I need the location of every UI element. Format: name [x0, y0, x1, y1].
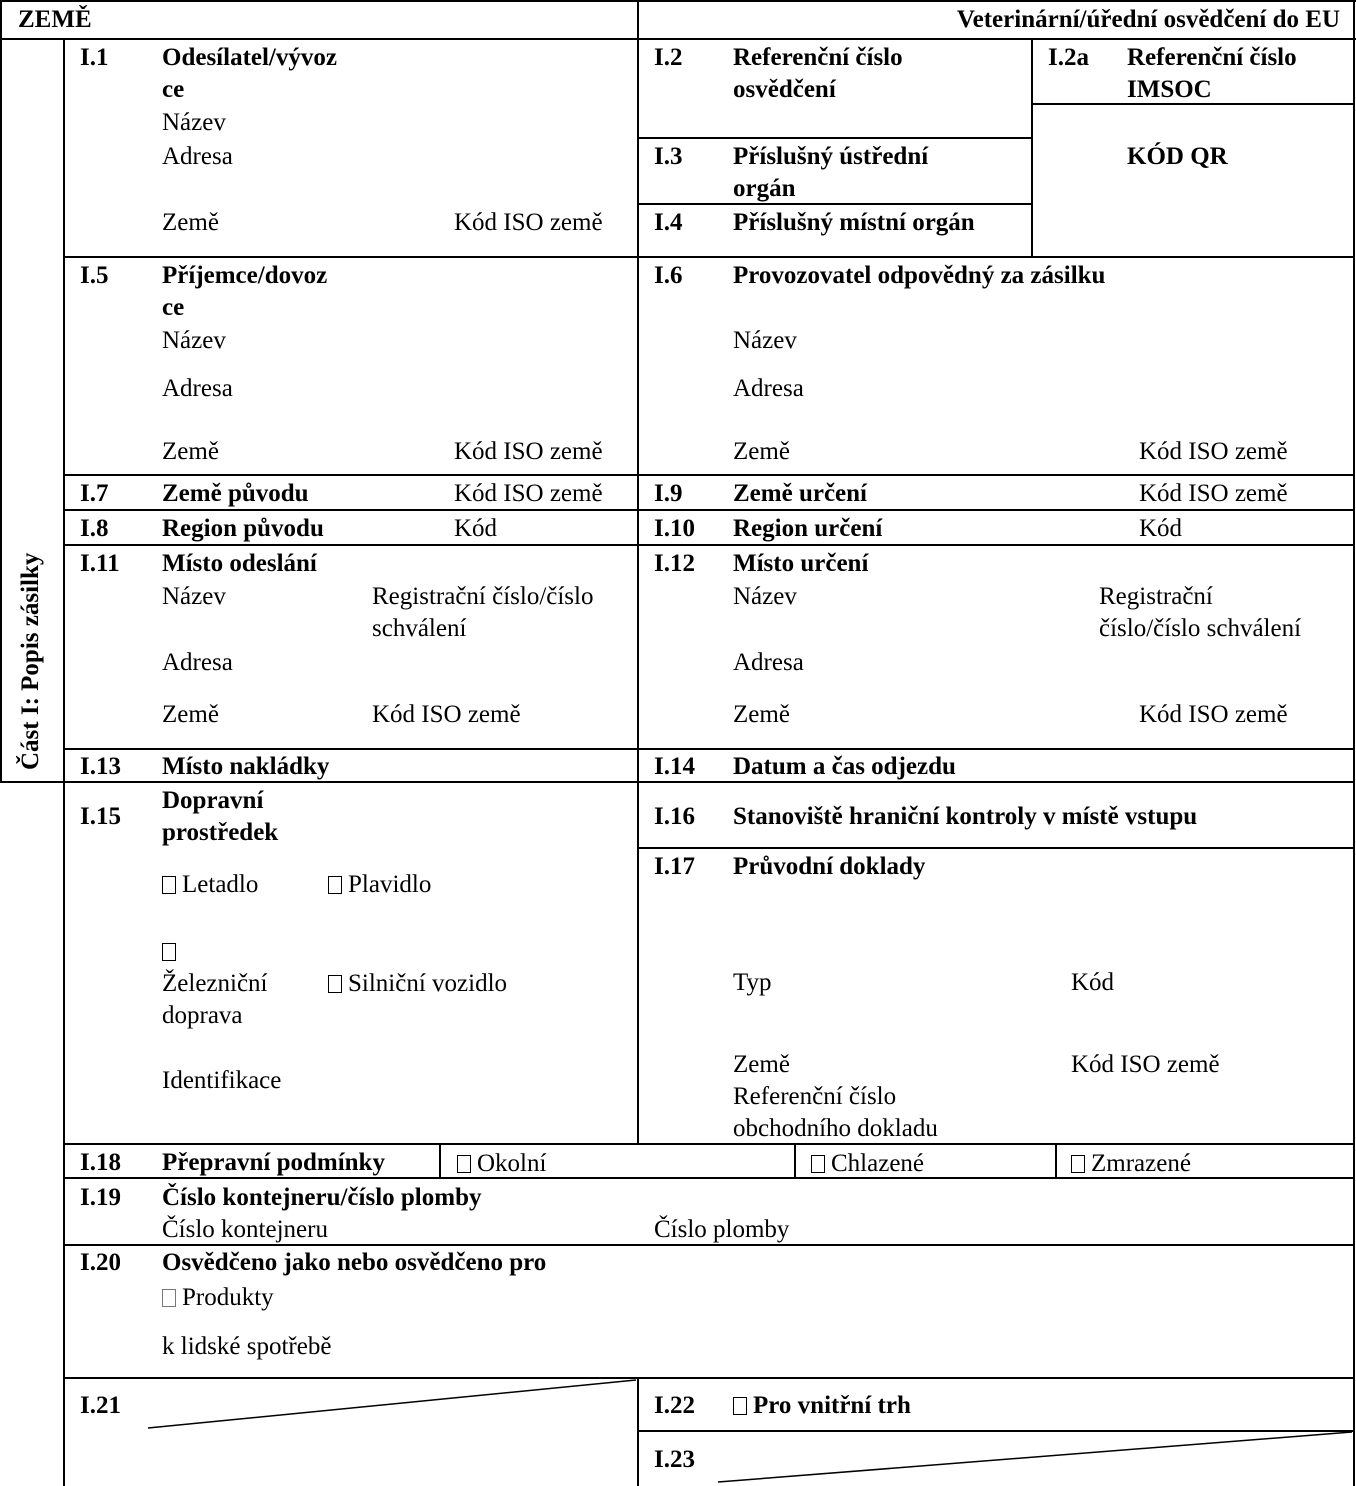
rail-checkbox[interactable] — [162, 943, 176, 961]
i3-title-line1: Příslušný ústřední — [733, 143, 929, 170]
i5-address-label: Adresa — [162, 375, 233, 402]
internal-market-checkbox[interactable] — [733, 1397, 747, 1415]
internal-market-label: Pro vnitřní trh — [753, 1392, 911, 1419]
rail-label-line1: Železniční — [162, 970, 268, 997]
i1-address-label: Adresa — [162, 143, 233, 170]
i2a-title-line1: Referenční číslo — [1127, 44, 1297, 71]
i11-code: I.11 — [80, 550, 120, 577]
i2a-title-line2: IMSOC — [1127, 76, 1212, 103]
i2a-code: I.2a — [1048, 44, 1089, 71]
i7-title: Země původu — [162, 480, 309, 507]
i15-title-line2: prostředek — [162, 819, 279, 846]
i3-title-line2: orgán — [733, 175, 796, 202]
i12-reg-line2: číslo/číslo schválení — [1099, 615, 1302, 642]
i15-identification-label: Identifikace — [162, 1067, 282, 1094]
i15-code: I.15 — [80, 803, 121, 830]
i17-code-label: Kód — [1071, 969, 1115, 996]
i10-code-label: Kód — [1139, 515, 1183, 542]
i12-title: Místo určení — [733, 550, 869, 577]
i11-country-label: Země — [162, 701, 219, 728]
i14-code: I.14 — [654, 753, 695, 780]
i5-title-line1: Příjemce/dovoz — [162, 262, 328, 289]
rail-label-line2: doprava — [162, 1002, 243, 1029]
ambient-checkbox[interactable] — [457, 1155, 471, 1173]
i21-strike — [148, 1380, 636, 1428]
chilled-checkbox[interactable] — [811, 1155, 825, 1173]
i2-title-line1: Referenční číslo — [733, 44, 903, 71]
products-option[interactable] — [162, 1281, 274, 1314]
i3-code: I.3 — [654, 143, 683, 170]
i11-reg-line2: schválení — [372, 615, 467, 642]
i18-code: I.18 — [80, 1149, 121, 1176]
i4-title: Příslušný místní orgán — [733, 209, 975, 236]
i8-code-label: Kód — [454, 515, 498, 542]
i21-code: I.21 — [80, 1392, 121, 1419]
aircraft-label: Letadlo — [182, 871, 259, 898]
products-label: Produkty — [182, 1284, 274, 1311]
i11-iso-label: Kód ISO země — [372, 701, 521, 728]
i1-title-line1: Odesílatel/vývoz — [162, 44, 337, 71]
i22-code: I.22 — [654, 1392, 695, 1419]
i5-iso-label: Kód ISO země — [454, 438, 603, 465]
i5-name-label: Název — [162, 327, 226, 354]
i6-iso-label: Kód ISO země — [1139, 438, 1288, 465]
aircraft-option[interactable] — [162, 868, 258, 901]
i7-code: I.7 — [80, 480, 109, 507]
human-consumption-label: k lidské spotřebě — [162, 1333, 332, 1360]
i5-title-line2: ce — [162, 294, 185, 321]
i17-country-label: Země — [733, 1051, 790, 1078]
i6-code: I.6 — [654, 262, 683, 289]
i12-code: I.12 — [654, 550, 695, 577]
i5-country-label: Země — [162, 438, 219, 465]
i13-title: Místo nakládky — [162, 753, 330, 780]
ambient-label: Okolní — [477, 1150, 547, 1177]
i10-code: I.10 — [654, 515, 695, 542]
i19-title: Číslo kontejneru/číslo plomby — [162, 1184, 482, 1211]
i17-type-label: Typ — [733, 969, 772, 996]
i1-name-label: Název — [162, 109, 226, 136]
i6-address-label: Adresa — [733, 375, 804, 402]
i7-iso-label: Kód ISO země — [454, 480, 603, 507]
i6-title: Provozovatel odpovědný za zásilku — [733, 262, 1106, 289]
i19-container-label: Číslo kontejneru — [162, 1216, 328, 1243]
frozen-label: Zmrazené — [1091, 1150, 1191, 1177]
i6-country-label: Země — [733, 438, 790, 465]
i23-code: I.23 — [654, 1446, 695, 1473]
i16-title: Stanoviště hraniční kontroly v místě vstupu — [733, 803, 1198, 830]
i1-code: I.1 — [80, 44, 109, 71]
aircraft-checkbox[interactable] — [162, 876, 176, 894]
i12-country-label: Země — [733, 701, 790, 728]
i19-seal-label: Číslo plomby — [654, 1216, 790, 1243]
chilled-option[interactable] — [811, 1147, 924, 1180]
i8-title: Region původu — [162, 515, 324, 542]
vessel-label: Plavidlo — [348, 871, 432, 898]
i11-address-label: Adresa — [162, 649, 233, 676]
i11-title: Místo odeslání — [162, 550, 317, 577]
frozen-checkbox[interactable] — [1071, 1155, 1085, 1173]
i1-title-line2: ce — [162, 76, 185, 103]
i9-title: Země určení — [733, 480, 867, 507]
internal-market-option[interactable] — [733, 1389, 911, 1422]
i20-code: I.20 — [80, 1249, 121, 1276]
i1-country-label: Země — [162, 209, 219, 236]
i4-code: I.4 — [654, 209, 683, 236]
i12-reg-line1: Registrační — [1099, 583, 1213, 610]
ambient-option[interactable] — [457, 1147, 546, 1180]
i18-title: Přepravní podmínky — [162, 1149, 385, 1176]
i6-name-label: Název — [733, 327, 797, 354]
i10-title: Region určení — [733, 515, 883, 542]
i12-name-label: Název — [733, 583, 797, 610]
i17-ref-line1: Referenční číslo — [733, 1083, 897, 1110]
vessel-checkbox[interactable] — [328, 876, 342, 894]
road-option[interactable] — [328, 967, 507, 1000]
country-header: ZEMĚ — [18, 6, 92, 33]
i11-reg-line1: Registrační číslo/číslo — [372, 583, 594, 610]
road-label: Silniční vozidlo — [348, 970, 508, 997]
road-checkbox[interactable] — [328, 975, 342, 993]
i2-title-line2: osvědčení — [733, 76, 836, 103]
i23-strike — [718, 1432, 1352, 1482]
i13-code: I.13 — [80, 753, 121, 780]
frozen-option[interactable] — [1071, 1147, 1191, 1180]
i8-code: I.8 — [80, 515, 109, 542]
i2-code: I.2 — [654, 44, 683, 71]
certificate-title: Veterinární/úřední osvědčení do EU — [956, 6, 1340, 33]
vessel-option[interactable] — [328, 868, 431, 901]
i15-title-line1: Dopravní — [162, 787, 264, 814]
i9-code: I.9 — [654, 480, 683, 507]
rail-option[interactable] — [162, 935, 182, 968]
i11-name-label: Název — [162, 583, 226, 610]
i5-code: I.5 — [80, 262, 109, 289]
i12-address-label: Adresa — [733, 649, 804, 676]
i17-title: Průvodní doklady — [733, 853, 926, 880]
i17-iso-label: Kód ISO země — [1071, 1051, 1220, 1078]
i1-iso-label: Kód ISO země — [454, 209, 603, 236]
qr-code-label: KÓD QR — [1127, 143, 1228, 170]
i16-code: I.16 — [654, 803, 695, 830]
i17-code: I.17 — [654, 853, 695, 880]
i20-title: Osvědčeno jako nebo osvědčeno pro — [162, 1249, 547, 1276]
products-checkbox[interactable] — [162, 1289, 176, 1307]
chilled-label: Chlazené — [831, 1150, 925, 1177]
i12-iso-label: Kód ISO země — [1139, 701, 1288, 728]
i9-iso-label: Kód ISO země — [1139, 480, 1288, 507]
i14-title: Datum a čas odjezdu — [733, 753, 956, 780]
part-one-side-label: Část I: Popis zásilky — [17, 552, 44, 770]
i19-code: I.19 — [80, 1184, 121, 1211]
i17-ref-line2: obchodního dokladu — [733, 1115, 938, 1142]
